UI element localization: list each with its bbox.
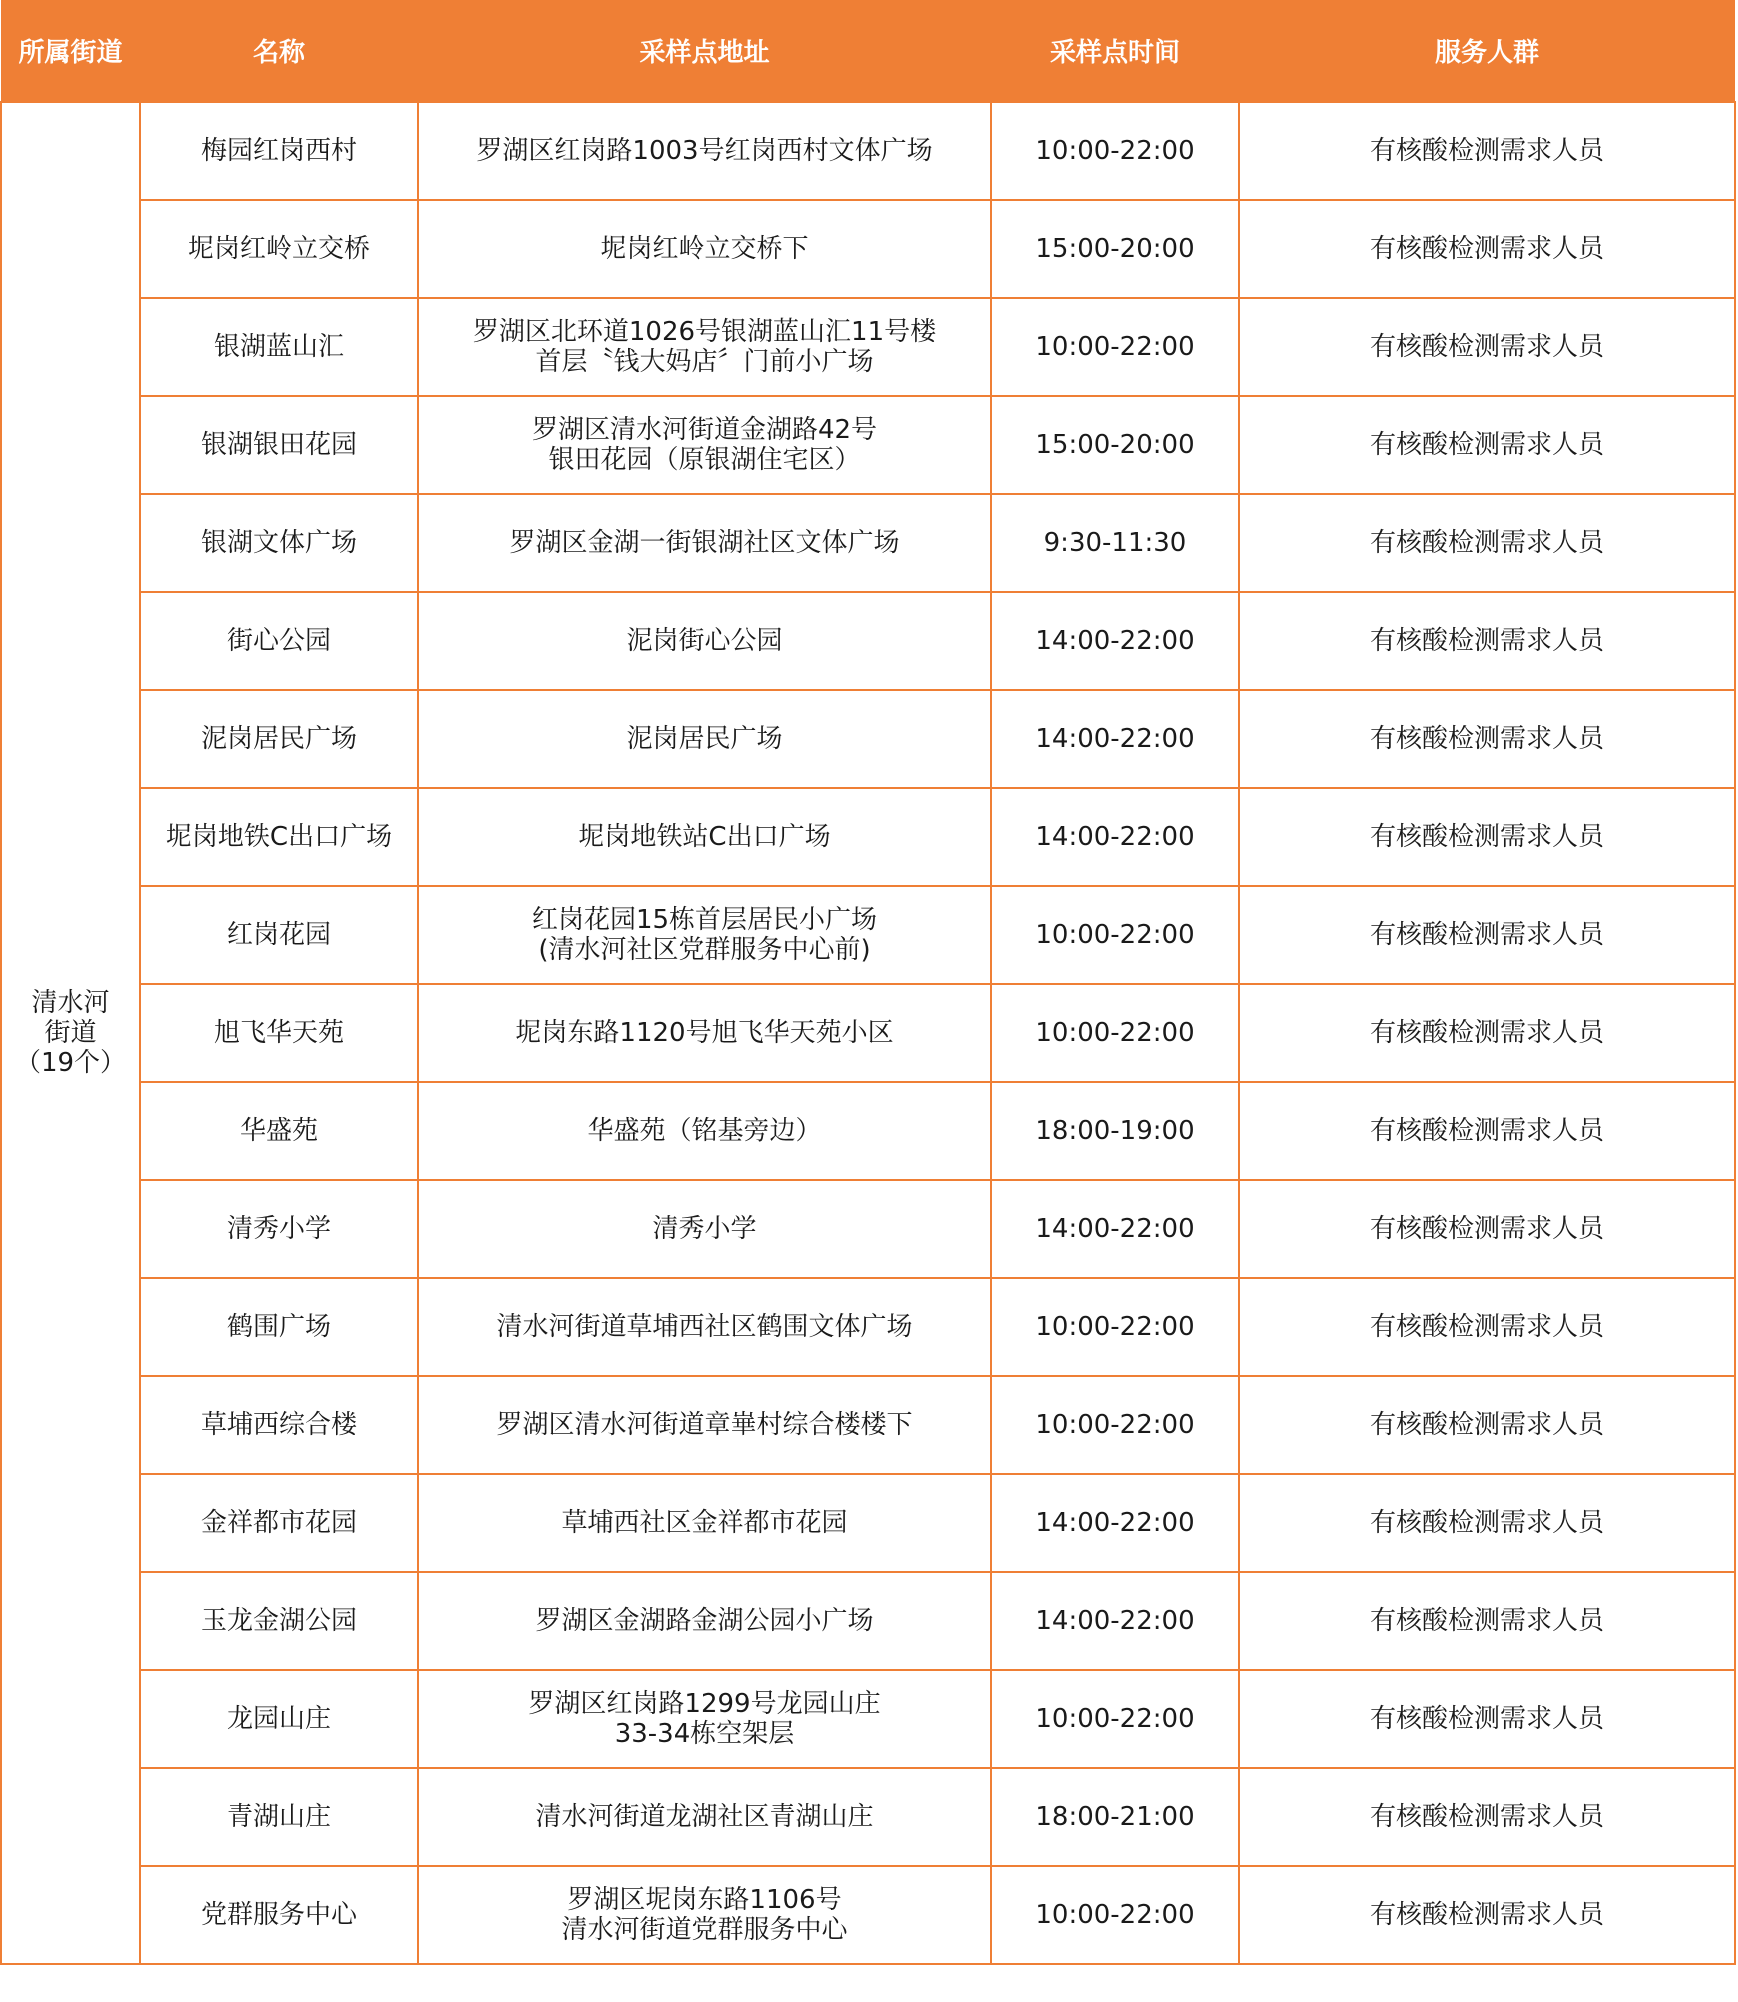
site-name: 党群服务中心 [140, 1866, 418, 1964]
site-address [418, 1768, 991, 1866]
site-address [418, 200, 991, 298]
site-address-line: 罗湖区红岗路1003号红岗西村文体广场 [476, 136, 933, 166]
table-row [1, 200, 1735, 298]
site-address [418, 1474, 991, 1572]
site-name: 清秀小学 [140, 1180, 418, 1278]
table-row [1, 1278, 1735, 1376]
site-name: 银湖文体广场 [140, 494, 418, 592]
site-time: 14:00-22:00 [991, 1180, 1239, 1278]
table-row [1, 592, 1735, 690]
site-name: 红岗花园 [140, 886, 418, 984]
table-row [1, 1572, 1735, 1670]
site-service-group: 有核酸检测需求人员 [1239, 788, 1735, 886]
site-name: 梅园红岗西村 [140, 102, 418, 200]
site-service-group: 有核酸检测需求人员 [1239, 396, 1735, 494]
table-row [1, 298, 1735, 396]
site-address-line: 罗湖区清水河街道金湖路42号 [531, 415, 878, 445]
site-address [418, 1670, 991, 1768]
table-row [1, 886, 1735, 984]
table-row [1, 1474, 1735, 1572]
site-service-group: 有核酸检测需求人员 [1239, 1572, 1735, 1670]
site-time: 10:00-22:00 [991, 984, 1239, 1082]
site-time: 10:00-22:00 [991, 102, 1239, 200]
site-address-line: 罗湖区金湖一街银湖社区文体广场 [509, 528, 900, 558]
site-address [418, 1376, 991, 1474]
site-service-group: 有核酸检测需求人员 [1239, 1376, 1735, 1474]
site-time: 15:00-20:00 [991, 396, 1239, 494]
table-body [1, 102, 1735, 1964]
site-service-group: 有核酸检测需求人员 [1239, 1474, 1735, 1572]
district-label-line1: 清水河 [31, 988, 110, 1018]
site-address [418, 984, 991, 1082]
site-service-group: 有核酸检测需求人员 [1239, 200, 1735, 298]
site-address [418, 886, 991, 984]
site-service-group: 有核酸检测需求人员 [1239, 102, 1735, 200]
site-address [418, 494, 991, 592]
site-name: 鹤围广场 [140, 1278, 418, 1376]
site-time: 9:30-11:30 [991, 494, 1239, 592]
site-address-line: 坭岗东路1120号旭飞华天苑小区 [515, 1018, 894, 1048]
table-row [1, 1180, 1735, 1278]
site-address [418, 788, 991, 886]
table-row [1, 984, 1735, 1082]
table-row [1, 1866, 1735, 1964]
table-header [1, 0, 1735, 102]
site-address [418, 1278, 991, 1376]
site-address-line: 华盛苑（铭基旁边） [587, 1116, 822, 1146]
site-name: 银湖蓝山汇 [140, 298, 418, 396]
table-row [1, 788, 1735, 886]
header-address: 采样点地址 [418, 0, 991, 102]
header-time: 采样点时间 [991, 0, 1239, 102]
site-address [418, 298, 991, 396]
district-cell [1, 102, 140, 1964]
site-service-group: 有核酸检测需求人员 [1239, 1082, 1735, 1180]
site-name: 坭岗地铁C出口广场 [140, 788, 418, 886]
site-service-group: 有核酸检测需求人员 [1239, 1278, 1735, 1376]
site-address-line: 泥岗街心公园 [626, 626, 783, 656]
site-time: 14:00-22:00 [991, 592, 1239, 690]
site-name: 华盛苑 [140, 1082, 418, 1180]
site-service-group: 有核酸检测需求人员 [1239, 690, 1735, 788]
header-row [1, 0, 1735, 102]
site-service-group: 有核酸检测需求人员 [1239, 1866, 1735, 1964]
header-district: 所属街道 [1, 0, 140, 102]
site-name: 青湖山庄 [140, 1768, 418, 1866]
site-address-line: 坭岗地铁站C出口广场 [578, 822, 831, 852]
site-service-group: 有核酸检测需求人员 [1239, 298, 1735, 396]
site-address [418, 690, 991, 788]
site-address-line: 泥岗居民广场 [626, 724, 783, 754]
table-row [1, 690, 1735, 788]
site-address [418, 396, 991, 494]
site-address-line: 清水河街道龙湖社区青湖山庄 [535, 1802, 874, 1832]
table-row [1, 1768, 1735, 1866]
site-address-line: 33-34栋空架层 [614, 1719, 795, 1749]
site-name: 草埔西综合楼 [140, 1376, 418, 1474]
site-name: 银湖银田花园 [140, 396, 418, 494]
site-address-line: (清水河社区党群服务中心前) [538, 935, 871, 965]
site-address-line: 草埔西社区金祥都市花园 [561, 1508, 848, 1538]
header-people: 服务人群 [1239, 0, 1735, 102]
site-address-line: 清水河街道党群服务中心 [561, 1915, 848, 1945]
site-time: 18:00-19:00 [991, 1082, 1239, 1180]
district-label-line2: 街道 [44, 1018, 97, 1048]
site-name: 坭岗红岭立交桥 [140, 200, 418, 298]
site-address-line: 首层〝钱大妈店〞门前小广场 [535, 347, 874, 377]
site-address-line: 罗湖区红岗路1299号龙园山庄 [528, 1689, 881, 1719]
table-row [1, 102, 1735, 200]
site-name: 龙园山庄 [140, 1670, 418, 1768]
site-time: 10:00-22:00 [991, 1278, 1239, 1376]
site-address-line: 罗湖区坭岗东路1106号 [567, 1885, 842, 1915]
site-address-line: 罗湖区金湖路金湖公园小广场 [535, 1606, 874, 1636]
site-time: 10:00-22:00 [991, 298, 1239, 396]
site-time: 14:00-22:00 [991, 690, 1239, 788]
site-service-group: 有核酸检测需求人员 [1239, 494, 1735, 592]
table-row [1, 1082, 1735, 1180]
district-label-line3: （19个） [14, 1048, 127, 1078]
site-time: 10:00-22:00 [991, 1376, 1239, 1474]
site-name: 街心公园 [140, 592, 418, 690]
site-time: 10:00-22:00 [991, 1866, 1239, 1964]
header-name: 名称 [140, 0, 418, 102]
site-service-group: 有核酸检测需求人员 [1239, 592, 1735, 690]
site-service-group: 有核酸检测需求人员 [1239, 886, 1735, 984]
site-address [418, 1866, 991, 1964]
site-address-line: 坭岗红岭立交桥下 [600, 234, 809, 264]
site-address [418, 1180, 991, 1278]
site-time: 10:00-22:00 [991, 1670, 1239, 1768]
table-row [1, 494, 1735, 592]
site-name: 金祥都市花园 [140, 1474, 418, 1572]
table-row [1, 1376, 1735, 1474]
table-row [1, 1670, 1735, 1768]
site-service-group: 有核酸检测需求人员 [1239, 1180, 1735, 1278]
site-address-line: 罗湖区清水河街道章崋村综合楼楼下 [496, 1410, 913, 1440]
site-address-line: 银田花园（原银湖住宅区） [548, 445, 861, 475]
site-time: 10:00-22:00 [991, 886, 1239, 984]
site-time: 18:00-21:00 [991, 1768, 1239, 1866]
site-address [418, 592, 991, 690]
site-address-line: 红岗花园15栋首层居民小广场 [531, 905, 878, 935]
site-service-group: 有核酸检测需求人员 [1239, 1768, 1735, 1866]
site-service-group: 有核酸检测需求人员 [1239, 984, 1735, 1082]
site-time: 14:00-22:00 [991, 1572, 1239, 1670]
site-address [418, 1572, 991, 1670]
site-name: 旭飞华天苑 [140, 984, 418, 1082]
site-address-line: 罗湖区北环道1026号银湖蓝山汇11号楼 [472, 317, 937, 347]
site-address [418, 1082, 991, 1180]
site-address-line: 清水河街道草埔西社区鹤围文体广场 [496, 1312, 913, 1342]
site-service-group: 有核酸检测需求人员 [1239, 1670, 1735, 1768]
site-time: 14:00-22:00 [991, 788, 1239, 886]
site-name: 泥岗居民广场 [140, 690, 418, 788]
site-time: 15:00-20:00 [991, 200, 1239, 298]
site-name: 玉龙金湖公园 [140, 1572, 418, 1670]
site-address-line: 清秀小学 [652, 1214, 757, 1244]
site-address [418, 102, 991, 200]
table-row [1, 396, 1735, 494]
site-time: 14:00-22:00 [991, 1474, 1239, 1572]
